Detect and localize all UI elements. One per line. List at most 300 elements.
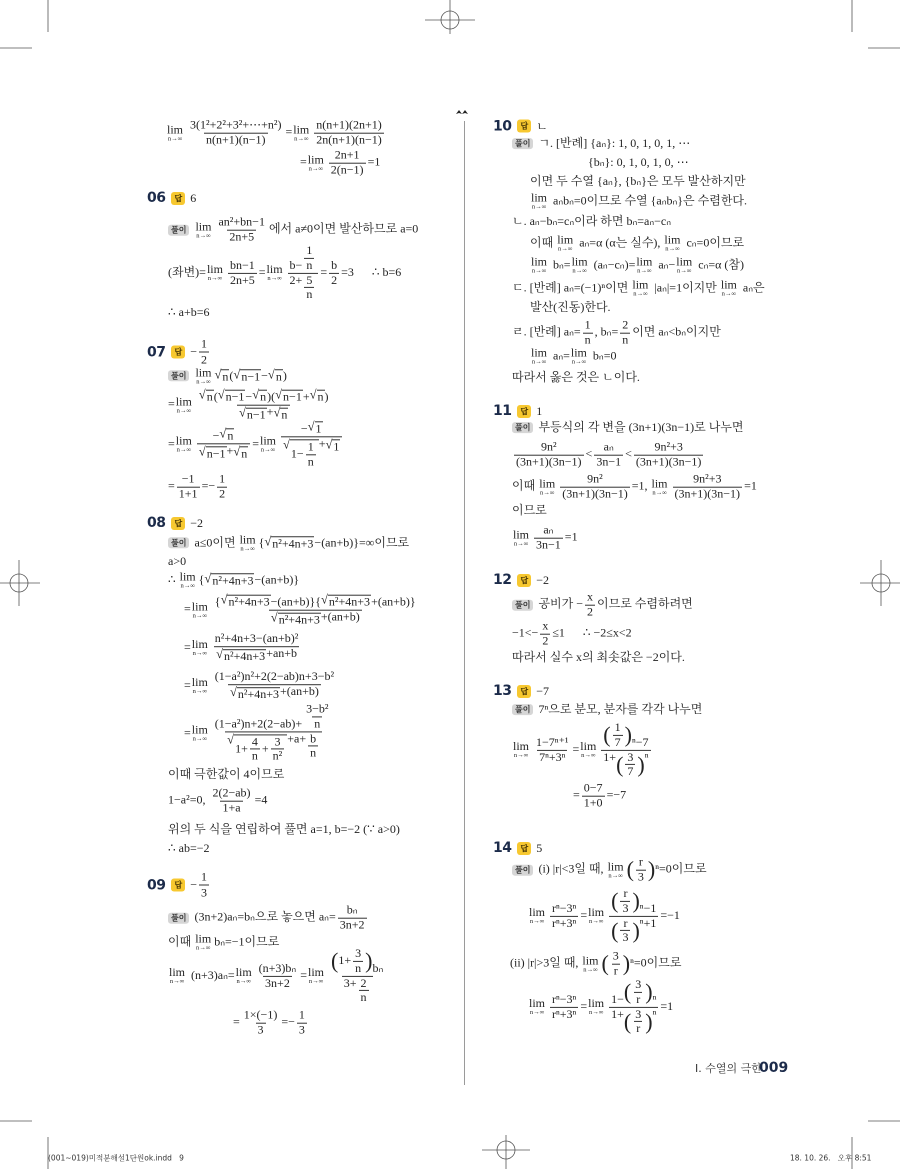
lim-subscript: n→∞	[529, 918, 545, 926]
math-text: =−	[201, 479, 216, 494]
math-text: 7	[627, 764, 634, 779]
math-text: n−1	[225, 389, 245, 404]
fraction	[338, 904, 367, 933]
math-expression	[168, 768, 284, 782]
math-text: 1+0	[583, 795, 603, 810]
lim-subscript: n→∞	[637, 267, 652, 275]
numerator	[620, 319, 630, 333]
math-text: =	[580, 999, 588, 1014]
lim-subscript: n→∞	[308, 978, 324, 986]
math-text: +(an+b)	[320, 609, 360, 624]
math-line	[510, 950, 681, 979]
fraction	[308, 732, 318, 761]
math-text: =1	[367, 155, 381, 170]
limit-operator	[167, 123, 183, 143]
math-text: aₙbₙ=0이므로 수열 {aₙbₙ}은 수렴한다.	[550, 193, 748, 208]
lim-word: lim	[632, 277, 649, 292]
fraction	[673, 473, 743, 502]
problem-number: 09	[147, 877, 166, 893]
limit-operator	[195, 366, 211, 386]
math-text: n²+4n+3	[328, 594, 371, 609]
fraction	[550, 902, 578, 931]
math-text: aₙ	[543, 522, 554, 537]
lim-word: lim	[531, 345, 548, 360]
numerator	[534, 736, 570, 750]
lim-subscript: n→∞	[677, 267, 692, 275]
math-text: =−1	[660, 908, 680, 923]
answer-badge: 답	[517, 685, 531, 698]
parenthesized-group	[624, 1008, 653, 1037]
parenthesized-group	[603, 721, 632, 750]
denominator	[304, 258, 314, 273]
lim-word: lim	[582, 953, 599, 968]
fraction	[585, 591, 595, 620]
lim-word: lim	[293, 122, 310, 137]
math-text: n	[584, 332, 591, 347]
math-text: 이때	[530, 235, 557, 250]
radical-sign-icon: √	[216, 647, 224, 661]
solution-badge: 풀이	[512, 864, 533, 875]
math-expression	[536, 404, 542, 419]
denominator	[177, 487, 200, 502]
lim-subscript: n→∞	[652, 489, 667, 497]
math-text: n(n+1)(n−1)	[205, 132, 266, 147]
math-expression	[512, 473, 757, 502]
math-line	[588, 156, 689, 170]
math-line	[168, 842, 210, 856]
solution-badge: 풀이	[168, 370, 189, 381]
fraction	[228, 259, 257, 288]
lim-subscript: n→∞	[531, 267, 547, 275]
lim-subscript: n→∞	[294, 135, 309, 143]
limit-operator	[293, 123, 309, 143]
denominator	[550, 1007, 578, 1022]
numerator	[609, 887, 658, 916]
fraction	[199, 870, 209, 901]
lim-word: lim	[557, 232, 574, 247]
math-text: 1	[201, 869, 207, 884]
math-text: −(an+b)}	[254, 572, 300, 587]
math-text: x	[587, 589, 594, 604]
math-text: 1+	[235, 741, 248, 756]
math-text: an²+bn−1	[218, 214, 265, 229]
fraction	[633, 978, 643, 1007]
limit-operator	[531, 255, 547, 275]
problem-07-header	[147, 337, 211, 368]
fraction	[288, 244, 319, 302]
numerator	[550, 902, 578, 916]
numerator	[637, 856, 645, 870]
math-text: 1+a	[222, 800, 241, 815]
math-text: n	[360, 990, 367, 1005]
math-line	[512, 137, 690, 151]
math-expression	[530, 346, 616, 366]
solution-badge: 풀이	[512, 599, 533, 610]
math-text: n	[306, 257, 313, 272]
math-text: ⁿ=0이므로	[655, 862, 707, 877]
limit-operator	[580, 740, 596, 760]
math-text: r	[623, 915, 628, 930]
radicand	[227, 595, 270, 610]
math-text: 2(n−1)	[330, 162, 364, 177]
math-text: )	[282, 368, 287, 383]
denominator	[225, 731, 322, 764]
denominator	[550, 916, 578, 931]
math-line	[512, 441, 705, 470]
denominator	[359, 990, 369, 1005]
fraction	[197, 427, 250, 462]
lim-word: lim	[235, 965, 252, 980]
denominator	[514, 455, 584, 470]
math-text: 1−a²=0,	[168, 793, 209, 808]
lim-word: lim	[307, 152, 324, 167]
fraction	[329, 947, 385, 1005]
numerator	[345, 904, 360, 918]
fraction	[281, 419, 342, 468]
square-root	[199, 388, 214, 405]
math-text: n	[260, 389, 267, 404]
math-expression	[190, 516, 203, 531]
math-text: 공비가 −	[538, 597, 584, 612]
math-text: 이때	[168, 934, 195, 949]
square-root	[233, 444, 248, 461]
math-line	[530, 191, 747, 211]
fraction	[620, 917, 630, 946]
limit-operator	[531, 191, 547, 211]
math-expression	[168, 306, 210, 320]
fraction	[609, 978, 658, 1036]
radicand	[206, 446, 227, 461]
left-paren-icon: (	[331, 948, 339, 974]
lim-subscript: n→∞	[531, 203, 547, 211]
math-text: =1,	[631, 479, 651, 494]
square-root	[204, 572, 254, 589]
left-paren-icon: (	[603, 722, 611, 748]
math-text: ⁿ	[644, 749, 649, 764]
math-text: 1+	[338, 953, 352, 968]
math-text: 2n(n+1)(n−1)	[316, 132, 382, 147]
square-root	[227, 732, 287, 764]
math-expression	[536, 573, 549, 588]
math-text: 9n²+3	[693, 471, 722, 486]
math-text: =	[285, 125, 293, 140]
solution-badge: 풀이	[512, 138, 533, 149]
math-text: ∴ ab=−2	[168, 841, 210, 856]
lim-word: lim	[607, 859, 624, 874]
right-paren-icon: )	[632, 917, 640, 943]
math-text: 1	[307, 439, 314, 454]
math-text: <	[625, 447, 632, 462]
fraction	[314, 119, 384, 148]
math-expression	[588, 156, 689, 170]
math-line	[512, 703, 702, 717]
solution-badge: 풀이	[512, 704, 533, 715]
math-text: n	[355, 960, 362, 975]
numerator	[541, 524, 555, 538]
lim-word: lim	[664, 232, 681, 247]
math-text: +(an+b)}	[371, 594, 416, 609]
math-text: aₙ−	[655, 257, 676, 272]
math-line	[166, 119, 386, 148]
math-expression	[512, 278, 765, 298]
denominator	[314, 133, 384, 148]
lim-word: lim	[676, 254, 693, 269]
lim-word: lim	[259, 433, 276, 448]
radical-sign-icon: √	[270, 610, 278, 625]
denominator	[636, 870, 646, 885]
radical-sign-icon: √	[198, 444, 206, 459]
square-root	[310, 388, 325, 405]
right-paren-icon: )	[647, 857, 656, 882]
lim-subscript: n→∞	[196, 944, 211, 952]
radicand	[259, 390, 267, 405]
radicand	[234, 734, 287, 764]
fraction	[329, 149, 366, 178]
fraction	[633, 1008, 643, 1037]
math-expression	[233, 1009, 309, 1038]
problem-number: 12	[493, 572, 512, 588]
limit-operator	[236, 966, 252, 986]
lim-subscript: n→∞	[633, 290, 648, 298]
limit-operator	[267, 263, 283, 283]
fraction	[620, 319, 630, 348]
lim-word: lim	[529, 905, 546, 920]
lim-word: lim	[651, 476, 668, 491]
limit-operator	[192, 723, 208, 743]
math-text: rⁿ−3ⁿ	[552, 900, 577, 915]
square-root	[252, 388, 267, 405]
math-text: 1−	[290, 446, 304, 461]
numerator	[621, 887, 629, 901]
left-paren-icon: (	[616, 751, 624, 777]
problem-number: 10	[493, 118, 512, 134]
math-text: ㄴ. aₙ−bₙ=cₙ이라 하면 bₙ=aₙ−cₙ	[512, 214, 672, 229]
math-text: 2n+5	[229, 272, 255, 287]
math-text: =3 ∴ b=6	[341, 265, 402, 280]
denominator	[673, 487, 743, 502]
numerator	[583, 319, 593, 333]
math-expression	[168, 244, 401, 302]
lim-subscript: n→∞	[260, 446, 276, 454]
ornament-icon	[456, 110, 468, 114]
math-expression	[536, 684, 549, 699]
math-text: )	[324, 389, 329, 404]
limit-operator	[240, 533, 256, 553]
math-text: 5	[536, 840, 543, 855]
denominator	[281, 436, 342, 469]
limit-operator	[664, 233, 680, 253]
solution-badge: 풀이	[168, 224, 189, 235]
math-line	[512, 319, 721, 348]
fraction	[306, 440, 316, 469]
denominator	[338, 918, 367, 933]
numerator	[314, 119, 384, 133]
math-line	[573, 782, 626, 811]
slug-filename: (001~019)미적분해설1단원ok.indd 9	[48, 1153, 184, 1163]
numerator	[213, 670, 336, 684]
math-line	[168, 768, 284, 782]
math-text: n	[307, 453, 314, 468]
math-text: −1	[181, 471, 195, 486]
math-line	[512, 504, 547, 518]
numerator	[213, 632, 301, 646]
math-line	[184, 593, 420, 628]
math-text: r	[623, 885, 628, 900]
math-text: ≤1 ∴ −2≤x<2	[552, 626, 632, 641]
radicand	[237, 687, 280, 702]
fraction	[329, 259, 339, 288]
lim-word: lim	[169, 965, 186, 980]
lim-subscript: n→∞	[581, 752, 596, 760]
math-line	[512, 591, 693, 620]
math-text: =1	[744, 479, 757, 494]
answer-badge: 답	[517, 120, 531, 133]
math-text: n²+4n+3	[237, 687, 280, 701]
math-text: =	[184, 678, 191, 693]
slug-datetime: 18. 10. 26. 오후 8:51	[790, 1153, 872, 1163]
square-root	[283, 437, 319, 469]
numerator	[353, 947, 363, 961]
numerator	[550, 993, 578, 1007]
denominator	[353, 961, 363, 976]
math-text: <	[585, 447, 593, 462]
fraction	[582, 782, 605, 811]
square-root	[308, 419, 323, 436]
lim-word: lim	[195, 219, 212, 234]
math-text: =	[572, 742, 580, 757]
lim-subscript: n→∞	[588, 1009, 604, 1017]
math-text: +(an+b)	[280, 684, 319, 698]
limit-operator	[632, 278, 648, 298]
radical-sign-icon: √	[204, 571, 212, 586]
math-text: 0−7	[583, 780, 603, 795]
column-divider	[464, 121, 465, 1085]
denominator	[220, 801, 242, 816]
math-expression	[538, 421, 743, 435]
math-text: n	[622, 332, 629, 347]
square-root	[233, 368, 261, 385]
math-text: 3n+2	[339, 917, 365, 932]
math-text: 발산(진동)한다.	[530, 300, 611, 315]
radical-sign-icon: √	[198, 387, 206, 402]
answer-badge: 답	[517, 842, 531, 855]
math-text: =	[580, 908, 588, 923]
parenthesized-group	[331, 947, 372, 976]
math-text: n	[275, 369, 282, 384]
math-expression	[530, 175, 746, 189]
fraction	[611, 950, 621, 979]
math-text: n	[206, 389, 213, 404]
math-text: =	[168, 436, 175, 451]
fraction	[297, 1009, 307, 1038]
limit-operator	[588, 997, 604, 1017]
math-text: r	[613, 963, 618, 978]
fraction	[550, 993, 578, 1022]
fraction	[514, 441, 584, 470]
math-text: =−	[281, 1015, 295, 1030]
lim-word: lim	[588, 996, 605, 1011]
math-text: 3	[257, 1022, 264, 1037]
radical-sign-icon: √	[309, 387, 317, 402]
math-line	[512, 721, 653, 779]
math-text: 1	[614, 719, 621, 734]
group-content	[618, 887, 632, 916]
fraction	[242, 1009, 280, 1038]
denominator	[312, 716, 322, 731]
math-text: 9n²	[540, 439, 557, 454]
denominator	[329, 163, 366, 178]
limit-operator	[608, 860, 624, 880]
radical-sign-icon: √	[214, 367, 222, 382]
radical-sign-icon: √	[307, 419, 315, 434]
math-text: 5	[306, 272, 313, 287]
square-root	[230, 685, 280, 702]
math-text: n(n+1)(2n+1)	[316, 117, 382, 132]
fraction	[304, 244, 314, 273]
fraction	[636, 856, 646, 885]
math-text: ㄴ	[536, 119, 548, 134]
math-text: 1	[219, 471, 226, 486]
denominator	[297, 1023, 307, 1038]
math-text: 3	[612, 948, 619, 963]
problem-08-header	[147, 515, 203, 531]
math-text: n−1	[246, 407, 266, 422]
limit-operator	[180, 570, 196, 590]
math-line	[530, 346, 616, 366]
limit-operator	[676, 255, 692, 275]
math-text: (3n+1)(3n−1)	[635, 454, 702, 469]
lim-subscript: n→∞	[169, 978, 185, 986]
math-text: bₙ	[372, 960, 384, 975]
lim-subscript: n→∞	[583, 966, 598, 974]
radicand	[223, 649, 266, 664]
math-expression	[168, 842, 210, 856]
fraction	[620, 887, 630, 916]
numerator	[306, 440, 316, 454]
numerator	[308, 732, 318, 746]
math-text: (	[213, 389, 218, 404]
parenthesized-group	[601, 950, 630, 979]
right-paren-icon: )	[632, 888, 640, 914]
lim-subscript: n→∞	[513, 752, 529, 760]
math-text: −	[212, 428, 220, 443]
numerator	[297, 1009, 307, 1023]
radicand	[211, 574, 254, 589]
denominator	[534, 538, 563, 553]
radical-sign-icon: √	[325, 437, 333, 452]
square-root	[325, 437, 340, 454]
problem-number: 06	[147, 190, 166, 206]
math-line	[168, 533, 409, 553]
lim-subscript: n→∞	[196, 232, 211, 240]
math-text: rⁿ−3ⁿ	[552, 991, 577, 1006]
math-text: 1	[536, 403, 543, 418]
numerator	[539, 441, 559, 455]
square-root	[268, 368, 283, 385]
denominator	[620, 901, 630, 916]
footer-section-title: I. 수열의 극한	[695, 1062, 762, 1075]
numerator	[228, 259, 257, 273]
math-text: 3n−1	[536, 537, 561, 552]
math-expression	[528, 887, 680, 945]
numerator	[329, 947, 385, 976]
lim-subscript: n→∞	[176, 446, 191, 454]
group-content	[338, 947, 365, 976]
square-root	[275, 388, 303, 405]
fraction	[583, 319, 593, 348]
right-paren-icon: )	[637, 751, 645, 777]
numerator	[304, 244, 314, 258]
